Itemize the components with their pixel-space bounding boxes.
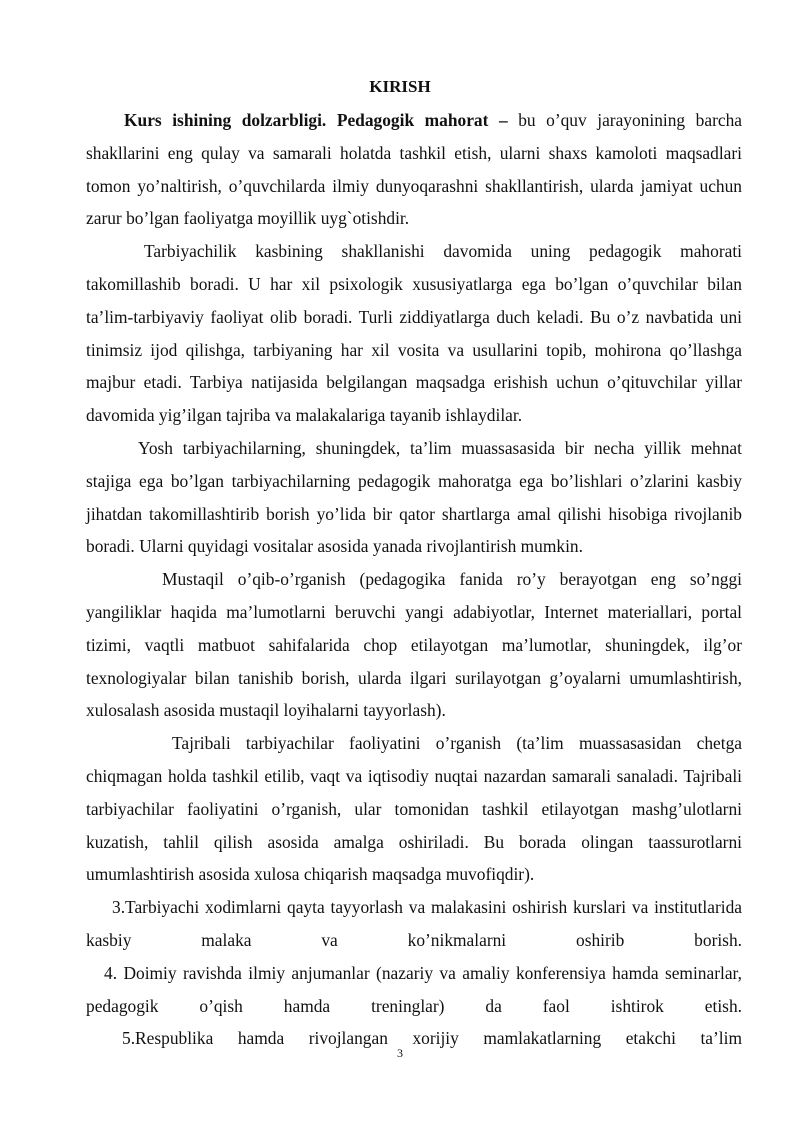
paragraph-lead: Kurs ishining dolzarbligi. Pedagogik mahorat – [124,110,508,130]
paragraph-self-study: Mustaqil o’qib-o’rganish (pedagogika fanida ro’y berayotgan eng so’nggi yangiliklar haqida ma’lumotlarni beruvchi yangi adabiyotlar, Internet materiallari, portal tizimi, vaqtli matbuot sahifalarida chop etilayotgan ma’lumotlar, shuningdek, ilg’or texnologiyalar bilan tanishib borish, ularda ilgari surilayotgan g’oyalarni umumlashtirish, xulosalash asosida mustaqil loyihalarni tayyorlash). [86,569,742,721]
page-number: 3 [397,1046,403,1060]
paragraph-young-teachers: Yosh tarbiyachilarning, shuningdek, ta’lim muassasasida bir necha yillik mehnat stajiga ega bo’lgan tarbiyachilarning pedagogik mahoratga ega bo’lishlari o’zlarini kasbiy jihatdan takomillashtirib borish yo’lida bir qator shartlarga amal qilishi hisobiga rivojlanib boradi. Ularni quyidagi vositalar asosida yanada rivojlantirish mumkin. [86,437,742,557]
paragraph-relevance [86,104,742,235]
list-item-3: 3.Tarbiyachi xodimlarni qayta tayyorlash va malakasini oshirish kurslari va institutlarida kasbiy malaka va ko’nikmalarni oshirib borish. [86,897,742,950]
paragraph-experience-study: Tajribali tarbiyachilar faoliyatini o’rganish (ta’lim muassasasidan chetga chiqmagan holda tashkil etilib, vaqt va iqtisodiy nuqtai nazardan samarali sanaladi. Tajribali tarbiyachilar faoliyatini o’rganish, ular tomonidan tashkil etilayotgan mashg’ulotlarni kuzatish, tahlil qilish asosida amalga oshiriladi. Bu borada olingan taassurotlarni umumlashtirish asosida xulosa chiqarish maqsadga muvofiqdir). [86,733,742,885]
paragraph-text: bu o’quv jarayonining barcha shakllarini eng qulay va samarali holatda tashkil etish, ularni shaxs kamoloti maqsadlari tomon yo’naltirish, o’quvchilarda ilmiy dunyoqarashni shakllantirish, ularda jamiyat uchun zarur bo’lgan faoliyatga moyillik uyg`otishdir. [86,110,743,229]
body-text [86,104,742,1055]
page-title: KIRISH [369,77,431,96]
list-item-5: 5.Respublika hamda rivojlangan xorijiy mamlakatlarning etakchi ta’lim [122,1028,742,1049]
paragraph-teacher-profession: Tarbiyachilik kasbining shakllanishi davomida uning pedagogik mahorati takomillashib boradi. U har xil psixologik xususiyatlarga ega bo’lgan o’quvchilar bilan ta’lim-tarbiyaviy faoliyat olib boradi. Turli ziddiyatlarga duch keladi. Bu o’z navbatida uni tinimsiz ijod qilishga, tarbiyaning har xil vosita va usullarini topib, mohirona qo’llashga majbur etadi. Tarbiya natijasida belgilangan maqsadga erishish uchun o’qituvchilar yillar davomida yig’ilgan tajriba va malakalariga tayanib ishlaydilar. [86,241,742,426]
list-item-4: 4. Doimiy ravishda ilmiy anjumanlar (nazariy va amaliy konferensiya hamda seminarlar, pedagogik o’qish hamda treninglar) da faol ishtirok etish. [86,962,742,1016]
